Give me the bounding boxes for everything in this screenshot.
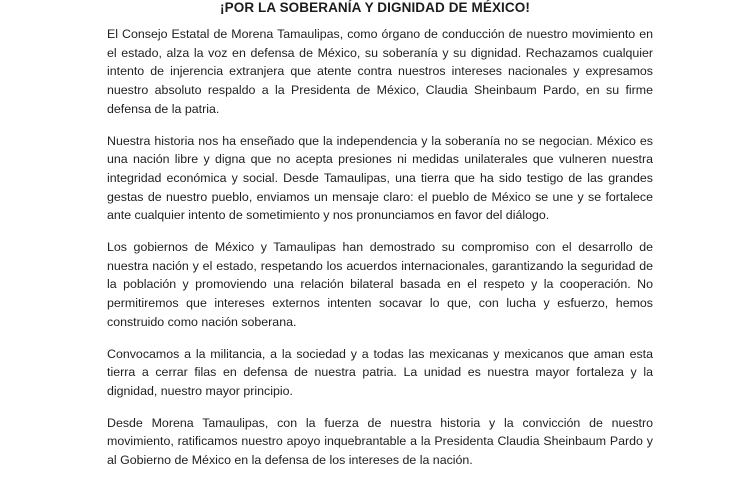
paragraph-2: Nuestra historia nos ha enseñado que la independencia y la soberanía no se negocian. México es una nación libre y digna que no acepta presiones ni medidas unilaterales que vulneren nuestra integridad económica y social. Desde Tamaulipas, una tierra que ha sido testigo de las grandes gestas de nuestro pueblo, enviamos un mensaje claro: el pueblo de México se une y se fortalece ante cualquier intento de sometimiento y nos pronunciamos en favor del diálogo.: [107, 133, 653, 223]
paragraph-5: Desde Morena Tamaulipas, con la fuerza de nuestra historia y la convicción de nuestro movimiento, ratificamos nuestro apoyo inquebrantable a la Presidenta Claudia Sheinbaum Pardo y al Gobierno de México en la defensa de los intereses de la nación.: [107, 415, 653, 468]
paragraph-4: Convocamos a la militancia, a la sociedad y a todas las mexicanas y mexicanos que aman esta tierra a cerrar filas en defensa de nuestra patria. La unidad es nuestra mayor fortaleza y la dignidad, nuestro mayor principio.: [107, 346, 653, 398]
document-body: [107, 25, 653, 483]
paragraph-3: Los gobiernos de México y Tamaulipas han demostrado su compromiso con el desarrollo de nuestra nación y el estado, respetando los acuerdos internacionales, garantizando la seguridad de la población y promoviendo una relación bilateral basada en el respeto y la cooperación. No permitiremos que intereses externos intenten socavar lo que, con lucha y esfuerzo, hemos construido como nación soberana.: [107, 240, 653, 329]
document-title: ¡POR LA SOBERANÍA Y DIGNIDAD DE MÉXICO!: [220, 0, 530, 15]
paragraph-1: El Consejo Estatal de Morena Tamaulipas, como órgano de conducción de nuestro movimiento en el estado, alza la voz en defensa de México, su soberanía y su dignidad. Rechazamos cualquier intento de injerencia extranjera que atente contra nuestros intereses nacionales y expresamos nuestro absoluto respaldo a la Presidenta de México, Claudia Sheinbaum Pardo, en su firme defensa de la patria.: [107, 27, 653, 116]
